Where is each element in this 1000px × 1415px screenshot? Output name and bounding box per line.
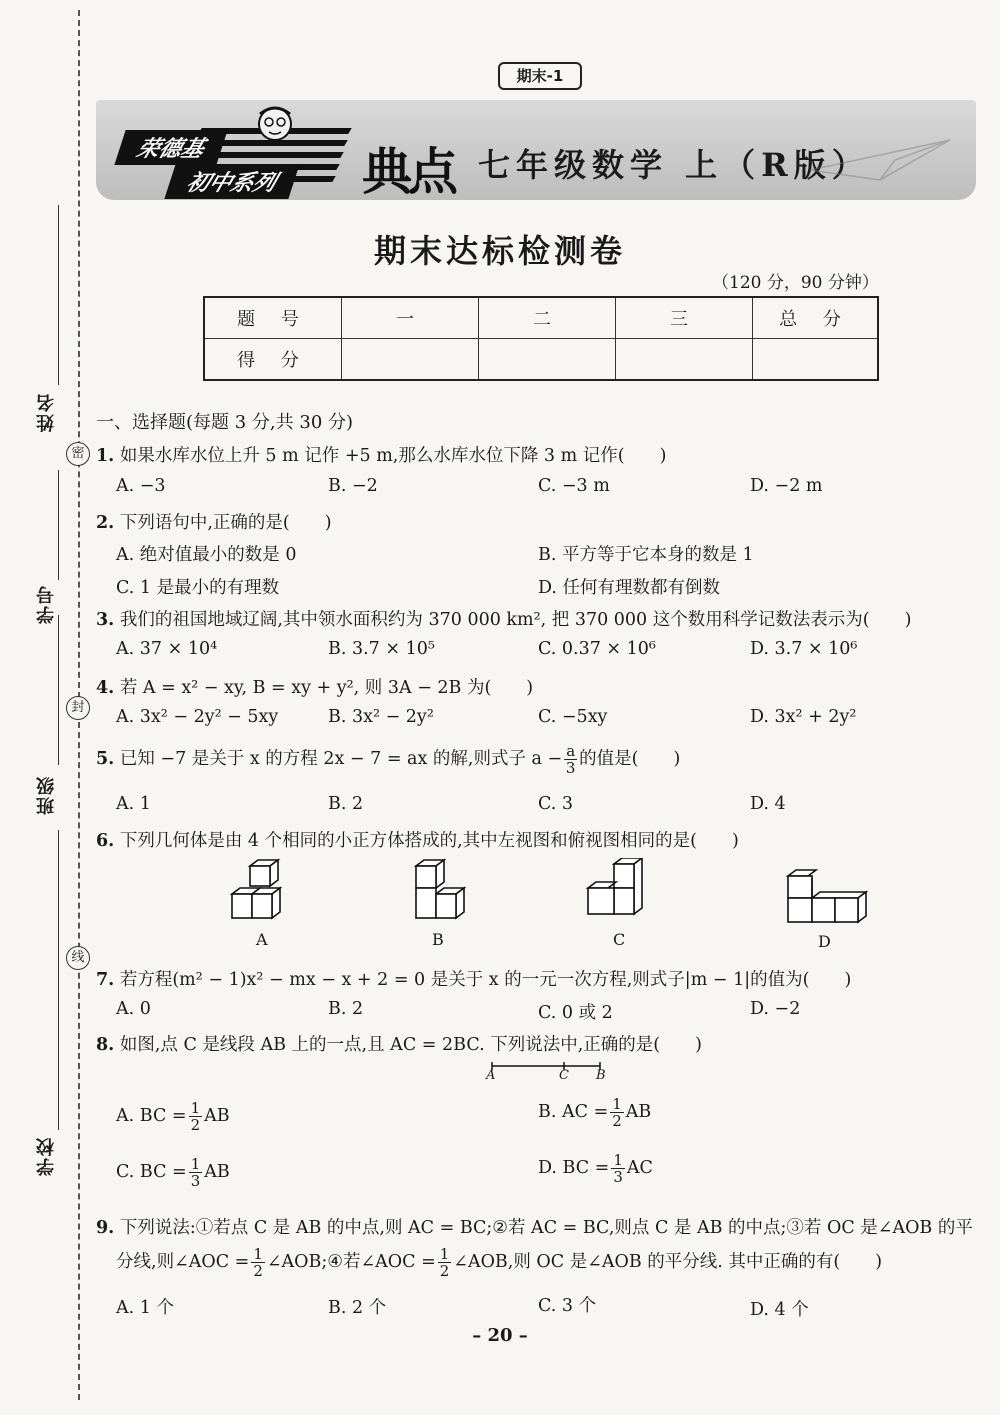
score-input-cell[interactable] [616, 339, 753, 381]
fraction-numerator: 1 [439, 1245, 450, 1263]
fraction-numerator: 1 [613, 1151, 623, 1169]
cube-label: B [432, 930, 444, 949]
exam-title: 期末达标检测卷 [373, 232, 626, 270]
fraction [251, 1246, 265, 1279]
fraction-denominator: 2 [439, 1262, 450, 1280]
option[interactable] [538, 1096, 651, 1129]
option[interactable]: A. 0 [116, 999, 151, 1019]
question-text: 如图,点 C 是线段 AB 上的一点,且 AC = 2BC. 下列说法中,正确的是( ) [119, 1035, 702, 1055]
option-text: D. BC = [538, 1158, 610, 1178]
option[interactable]: D. 任何有理数都有倒数 [538, 578, 721, 598]
fraction-denominator: 3 [565, 759, 576, 777]
question-2 [96, 509, 332, 534]
option[interactable]: A. 1 个 [116, 1298, 174, 1318]
cube-figure-b[interactable] [410, 858, 472, 924]
question-number: 3. [96, 610, 115, 630]
option[interactable]: D. −2 m [750, 476, 823, 496]
option-text: AC [626, 1158, 653, 1178]
point-label-a: A [486, 1068, 496, 1083]
option[interactable]: B. 3.7 × 10⁵ [328, 639, 435, 659]
cube-label: D [818, 932, 831, 951]
segment-figure [480, 1058, 610, 1088]
student-id-underline [58, 470, 59, 580]
question-text: 如果水库水位上升 5 m 记作 +5 m,那么水库水位下降 3 m 记作( ) [119, 446, 667, 466]
seal-mi: 密 [66, 442, 90, 466]
binding-label-school: 学校 [36, 1136, 57, 1176]
binding-label-class: 班级 [36, 775, 57, 815]
class-underline [58, 615, 59, 765]
score-input-cell[interactable] [479, 339, 616, 381]
option[interactable]: A. 3x² − 2y² − 5xy [116, 707, 279, 727]
binding-label-student-id: 学号 [36, 584, 57, 624]
paper-plane-icon [800, 130, 960, 190]
option[interactable]: D. 4 [750, 794, 786, 814]
fraction [189, 1156, 203, 1189]
question-text: 下列语句中,正确的是( ) [119, 513, 332, 533]
option[interactable]: A. 1 [116, 794, 151, 814]
option[interactable]: C. 3 个 [538, 1296, 597, 1316]
score-table-score-row [204, 339, 878, 381]
brand-line1: 荣德基 [114, 130, 227, 165]
score-table [203, 296, 879, 381]
option-text: AB [204, 1106, 230, 1126]
option[interactable]: B. 平方等于它本身的数是 1 [538, 545, 754, 565]
question-text: 分线,则∠AOC = [116, 1252, 250, 1272]
score-input-cell[interactable] [753, 339, 879, 381]
brand-line2: 初中系列 [164, 164, 299, 199]
question-number: 6. [96, 831, 115, 851]
cube-figure-a[interactable] [228, 858, 298, 924]
exam-meta: （120 分，90 分钟） [712, 273, 879, 293]
brand-logo [100, 126, 340, 196]
cube-figure-c[interactable] [584, 858, 654, 924]
option[interactable] [116, 1156, 230, 1189]
question-text: 我们的祖国地域辽阔,其中领水面积约为 370 000 km², 把 370 000 这个数用科学记数法表示为( ) [119, 610, 912, 630]
question-3 [96, 606, 911, 631]
question-number: 1. [96, 446, 115, 466]
option[interactable]: D. 3.7 × 10⁶ [750, 639, 858, 659]
option[interactable]: C. 0 或 2 [538, 1003, 613, 1023]
page-tag: 期末-1 [498, 62, 582, 90]
fraction-denominator: 2 [612, 1112, 622, 1130]
school-underline [58, 830, 59, 1130]
option[interactable] [538, 1152, 653, 1185]
question-number: 5. [96, 749, 115, 769]
question-text: 若方程(m² − 1)x² − mx − x + 2 = 0 是关于 x 的一元一次方程,则式子|m − 1|的值为( ) [119, 970, 852, 990]
page-number: – 20 – [472, 1325, 528, 1346]
fraction [564, 743, 577, 776]
option-text: A. BC = [116, 1106, 187, 1126]
option[interactable]: C. 1 是最小的有理数 [116, 578, 280, 598]
question-text: ∠AOB;④若∠AOC = [266, 1252, 436, 1272]
question-text: 已知 −7 是关于 x 的方程 2x − 7 = ax 的解,则式子 a − [119, 749, 563, 769]
cube-figure-d[interactable] [784, 866, 870, 926]
point-label-b: B [596, 1068, 606, 1083]
question-9 [96, 1214, 973, 1239]
option[interactable]: B. 2 个 [328, 1298, 387, 1318]
series-logo: 典点 [362, 143, 454, 201]
option[interactable]: A. 37 × 10⁴ [116, 639, 218, 659]
score-cell: 一 [342, 297, 479, 339]
question-number: 9. [96, 1218, 115, 1238]
option-text: AB [204, 1162, 230, 1182]
option[interactable]: B. −2 [328, 476, 378, 496]
question-number: 2. [96, 513, 115, 533]
question-6 [96, 827, 739, 852]
option[interactable]: C. −5xy [538, 707, 608, 727]
cube-label: A [256, 930, 268, 949]
option[interactable]: B. 3x² − 2y² [328, 707, 434, 727]
option[interactable]: C. −3 m [538, 476, 610, 496]
fraction-numerator: 1 [253, 1245, 263, 1263]
option[interactable]: B. 2 [328, 999, 364, 1019]
option[interactable]: D. −2 [750, 999, 801, 1019]
question-number: 4. [96, 678, 115, 698]
score-input-cell[interactable] [342, 339, 479, 381]
score-table-header-row [204, 297, 878, 339]
question-text: 下列说法:①若点 C 是 AB 的中点,则 AC = BC;②若 AC = BC,则点 C 是 AB 的中点;③若 OC 是∠AOB 的平 [119, 1218, 973, 1238]
fraction-denominator: 2 [190, 1116, 201, 1134]
question-text: 下列几何体是由 4 个相同的小正方体搭成的,其中左视图和俯视图相同的是( ) [119, 831, 739, 851]
fraction-denominator: 2 [253, 1262, 263, 1280]
question-number: 8. [96, 1035, 115, 1055]
question-1 [96, 442, 666, 467]
fraction-numerator: 1 [612, 1095, 622, 1113]
option[interactable]: A. −3 [116, 476, 166, 496]
fraction-numerator: a [566, 742, 576, 760]
binding-label-name: 姓名 [36, 392, 57, 432]
question-5 [96, 743, 680, 776]
question-text: ∠AOB,则 OC 是∠AOB 的平分线. 其中正确的有( ) [453, 1252, 883, 1272]
option[interactable]: B. 2 [328, 794, 364, 814]
fraction [189, 1100, 203, 1133]
fraction [610, 1096, 624, 1129]
option[interactable]: D. 3x² + 2y² [750, 707, 857, 727]
fraction-denominator: 3 [190, 1172, 201, 1190]
question-4 [96, 674, 533, 699]
question-9-line2 [116, 1246, 882, 1279]
score-cell: 三 [616, 297, 753, 339]
option[interactable]: C. 0.37 × 10⁶ [538, 639, 656, 659]
fraction-numerator: 1 [190, 1099, 201, 1117]
cube-label: C [613, 930, 626, 949]
option[interactable]: A. 绝对值最小的数是 0 [116, 545, 297, 565]
point-label-c: C [559, 1068, 569, 1083]
seal-xian: 线 [66, 946, 90, 970]
fraction [438, 1246, 452, 1279]
question-7 [96, 966, 851, 991]
score-cell: 得 分 [204, 339, 342, 381]
score-cell: 总 分 [753, 297, 879, 339]
option-text: C. BC = [116, 1162, 187, 1182]
option-text: AB [625, 1102, 652, 1122]
option[interactable]: C. 3 [538, 794, 574, 814]
question-text: 若 A = x² − xy, B = xy + y², 则 3A − 2B 为( ) [119, 678, 534, 698]
score-cell: 二 [479, 297, 616, 339]
series-title: 七年级数学 上（R版） [478, 146, 870, 184]
fraction [611, 1152, 625, 1185]
option-text: B. AC = [538, 1102, 609, 1122]
question-text: 的值是( ) [579, 749, 681, 769]
fraction-numerator: 1 [190, 1155, 201, 1173]
fraction-denominator: 3 [613, 1168, 623, 1186]
option[interactable] [116, 1100, 230, 1133]
section-title: 一、选择题(每题 3 分,共 30 分) [96, 412, 354, 433]
question-8 [96, 1031, 702, 1056]
seal-feng: 封 [66, 696, 90, 720]
score-cell: 题 号 [204, 297, 342, 339]
option[interactable]: D. 4 个 [750, 1300, 809, 1320]
question-number: 7. [96, 970, 115, 990]
